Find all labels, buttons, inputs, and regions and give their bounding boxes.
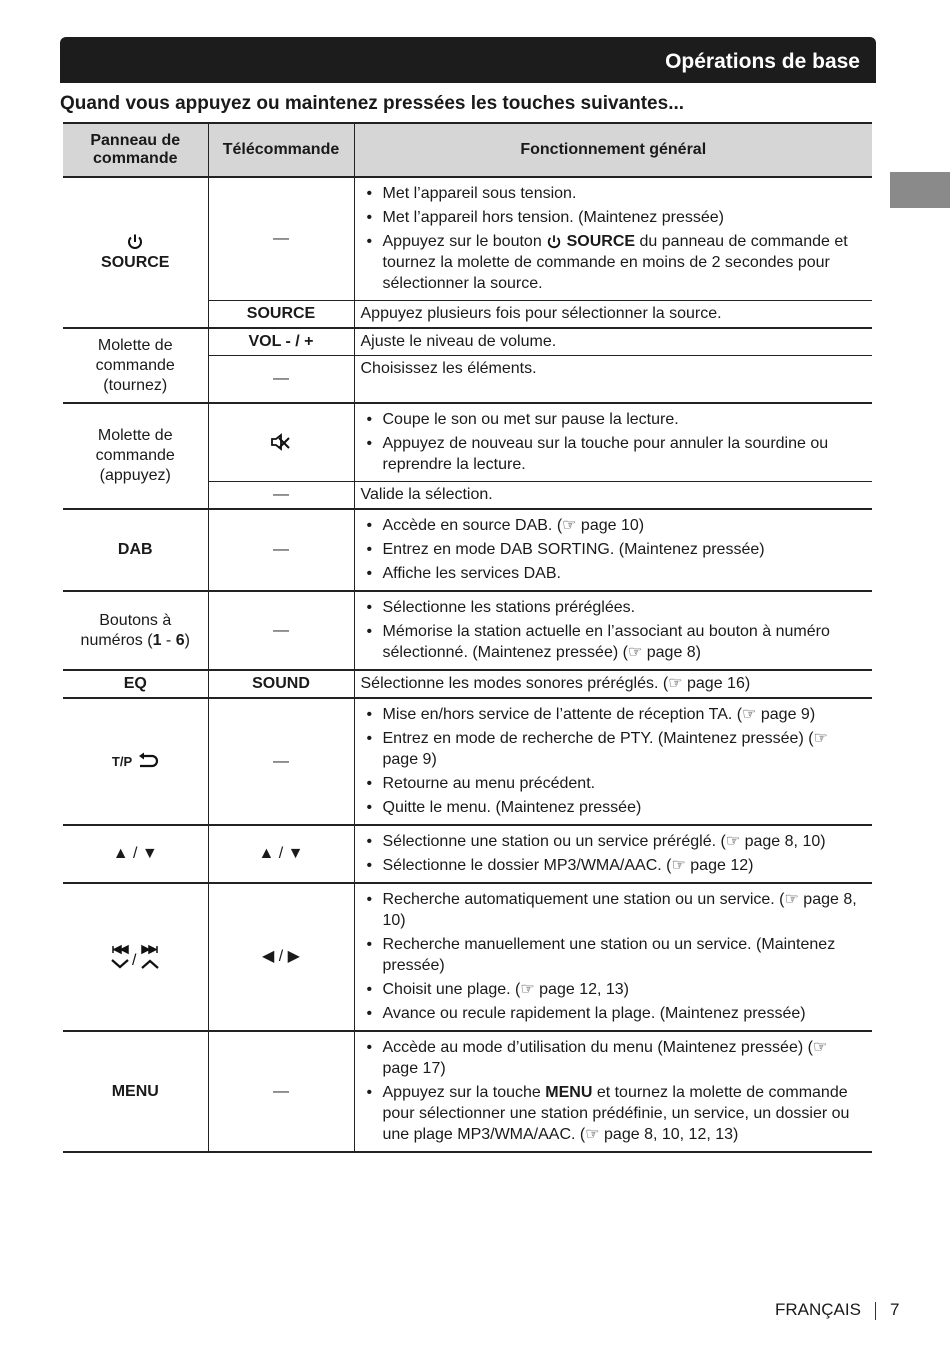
table-header-row [63,123,872,177]
dash: — [273,752,289,770]
remote-cell-sound: SOUND [208,670,354,698]
list-item: • Mise en/hors service de l’attente de réception TA. (☞ page 9) [377,704,867,725]
remote-cell-mute [208,403,354,482]
text-fragment: Appuyez sur le bouton [382,233,547,250]
text-fragment: - [161,631,176,649]
remote-cell-left-right: ◀ / ▶ [208,883,354,1031]
remote-cell [208,1031,354,1152]
svg-text:/: / [132,952,137,969]
text-fragment: et tournez la molette de commande pour sélectionner une station prédéfinie, un service, un dossier ou une plage MP3/WMA/AAC. (☞ page 8, 10, 12, 13) [382,1084,850,1143]
list-item: • Entrez en mode DAB SORTING. (Maintenez pressée) [377,539,867,560]
function-cell [354,698,872,825]
function-cell [354,403,872,482]
panel-cell-boutons [63,591,208,670]
list-item: • Accède au mode d’utilisation du menu (Maintenez pressée) (☞ page 17) [377,1037,867,1079]
header-panel: Panneau de commande [63,123,208,177]
power-icon [546,234,562,250]
function-cell [354,883,872,1031]
list-item: • Avance ou recule rapidement la plage. (Maintenez pressée) [377,1003,867,1024]
text-fragment: Boutons à numéros ( [80,611,172,649]
table-row [63,403,872,482]
header-banner [60,37,876,83]
text-fragment: ) [184,631,190,649]
panel-cell-menu: MENU [63,1031,208,1152]
table-row [63,698,872,825]
back-icon [137,752,159,770]
function-cell [354,591,872,670]
page-footer [775,1300,899,1320]
dash: — [273,541,289,558]
list-item: • Recherche manuellement une station ou un service. (Maintenez pressée) [377,934,867,976]
remote-cell [208,509,354,591]
panel-label-source: SOURCE [101,253,170,271]
list-item: • Sélectionne le dossier MP3/WMA/AAC. (☞ page 12) [377,855,867,876]
remote-cell [208,591,354,670]
page-number: 7 [889,1300,900,1319]
section-title: Quand vous appuyez ou maintenez pressées les touches suivantes... [60,93,685,114]
operations-table [63,122,872,1153]
footer-language: FRANÇAIS [775,1300,861,1319]
function-cell: Sélectionne les modes sonores préréglés. (☞ page 16) [354,670,872,698]
dash: — [273,1082,289,1100]
list-item: • Quitte le menu. (Maintenez pressée) [377,797,867,818]
header-function: Fonctionnement général [354,123,872,177]
list-item: • Affiche les services DAB. [377,563,867,584]
function-cell: Ajuste le niveau de volume. [354,328,872,356]
list-item: • Met l’appareil hors tension. (Maintenez pressée) [377,207,867,228]
remote-cell [208,698,354,825]
section-tab-marker [890,172,950,208]
table-row [63,670,872,698]
panel-cell-up-down: ▲ / ▼ [63,825,208,883]
table-row [63,328,872,356]
table-row [63,825,872,883]
panel-cell-molette-tournez: Molette de commande (tournez) [63,328,208,403]
dash: — [273,230,289,247]
list-item [377,231,867,294]
dash: — [273,370,289,387]
panel-cell-skip [63,883,208,1031]
footer-divider [875,1302,876,1320]
tp-label: T/P [111,753,133,769]
skip-prev-next-icon [105,943,165,971]
function-cell [354,1031,872,1152]
list-item: • Accède en source DAB. (☞ page 10) [377,515,867,536]
list-item: • Appuyez de nouveau sur la touche pour annuler la sourdine ou reprendre la lecture. [377,433,867,475]
dash: — [273,621,289,639]
table-row [63,509,872,591]
text-fragment: Appuyez sur la touche [382,1084,546,1101]
power-icon [126,233,144,251]
function-cell [354,825,872,883]
table-row [63,591,872,670]
remote-cell-vol: VOL - / + [208,328,354,356]
function-cell: Appuyez plusieurs fois pour sélectionner la source. [354,301,872,329]
list-item: • Coupe le son ou met sur pause la lecture. [377,409,867,430]
list-item: • Entrez en mode de recherche de PTY. (Maintenez pressée) (☞ page 9) [377,728,867,770]
text-fragment: 6 [175,631,185,649]
list-item: • Sélectionne une station ou un service préréglé. (☞ page 8, 10) [377,831,867,852]
list-item: • Sélectionne les stations préréglées. [377,597,867,618]
list-item: • Met l’appareil sous tension. [377,183,867,204]
header-remote: Télécommande [208,123,354,177]
table-row [63,883,872,1031]
remote-cell-source: SOURCE [208,301,354,329]
function-cell [354,509,872,591]
remote-cell [208,177,354,301]
function-cell: Choisissez les éléments. [354,356,872,404]
function-cell [354,177,872,301]
text-fragment: 1 [152,631,162,649]
panel-cell-source [63,177,208,328]
panel-cell-eq: EQ [63,670,208,698]
list-item [377,1082,867,1145]
menu-keyword: MENU [545,1084,593,1101]
panel-cell-dab: DAB [63,509,208,591]
remote-cell [208,356,354,404]
mute-icon [270,432,292,452]
remote-cell-up-down: ▲ / ▼ [208,825,354,883]
panel-cell-tp [63,698,208,825]
panel-cell-molette-appuyez: Molette de commande (appuyez) [63,403,208,509]
function-cell: Valide la sélection. [354,482,872,510]
dash: — [273,486,289,503]
list-item: • Recherche automatiquement une station ou un service. (☞ page 8, 10) [377,889,867,931]
header-title: Opérations de base [665,50,860,73]
text-fragment: du panneau de commande et tournez la molette de commande en moins de 2 secondes pour sélectionner la source. [382,233,848,292]
source-keyword: SOURCE [566,233,636,250]
list-item: • Choisit une plage. (☞ page 12, 13) [377,979,867,1000]
table-row [63,177,872,301]
list-item: • Mémorise la station actuelle en l’associant au bouton à numéro sélectionné. (Maintenez pressée) (☞ page 8) [377,621,867,663]
remote-cell [208,482,354,510]
list-item: • Retourne au menu précédent. [377,773,867,794]
table-row [63,1031,872,1152]
